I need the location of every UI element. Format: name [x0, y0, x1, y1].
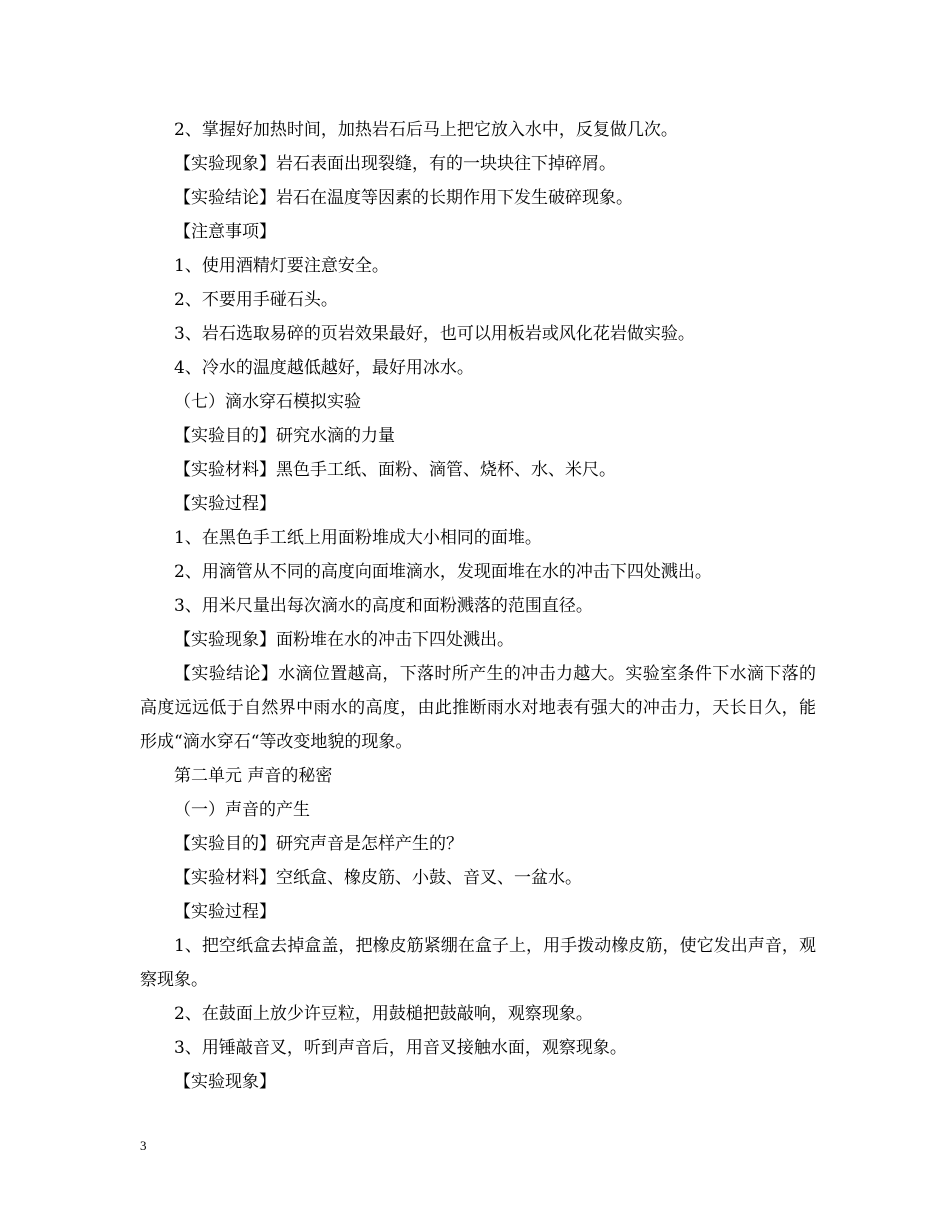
paragraph: 【实验材料】黑色手工纸、面粉、滴管、烧杯、水、米尺。 — [174, 460, 616, 480]
paragraph: 【实验目的】研究声音是怎样产生的？ — [174, 834, 463, 854]
paragraph: 【实验结论】水滴位置越高，下落时所产生的冲击力越大。实验室条件下水滴下落的高度远远低于自然界中雨水的高度，由此推断雨水对地表有强大的冲击力，天长日久，能形成“滴水穿石“等改变地貌的现象。 — [140, 664, 816, 752]
paragraph: 2、在鼓面上放少许豆粒，用鼓槌把鼓敲响，观察现象。 — [174, 1004, 593, 1024]
document-body — [140, 113, 816, 1099]
paragraph: 【实验材料】空纸盒、橡皮筋、小鼓、音叉、一盆水。 — [174, 868, 582, 888]
page-number: 3 — [140, 1138, 147, 1153]
unit-heading: 第二单元 声音的秘密 — [174, 766, 333, 786]
paragraph: 【实验现象】面粉堆在水的冲击下四处溅出。 — [174, 630, 514, 650]
paragraph: 1、使用酒精灯要注意安全。 — [174, 256, 389, 276]
paragraph: 【实验现象】 — [174, 1072, 276, 1092]
paragraph: 【注意事项】 — [174, 222, 276, 242]
paragraph: 3、岩石选取易碎的页岩效果最好，也可以用板岩或风化花岩做实验。 — [174, 324, 695, 344]
paragraph: 【实验目的】研究水滴的力量 — [174, 426, 395, 446]
paragraph: 【实验结论】岩石在温度等因素的长期作用下发生破碎现象。 — [174, 188, 633, 208]
paragraph: 3、用锤敲音叉，听到声音后，用音叉接触水面，观察现象。 — [174, 1038, 627, 1058]
paragraph: 【实验过程】 — [174, 494, 276, 514]
paragraph: 2、掌握好加热时间，加热岩石后马上把它放入水中，反复做几次。 — [174, 120, 678, 140]
paragraph: 1、在黑色手工纸上用面粉堆成大小相同的面堆。 — [174, 528, 542, 548]
paragraph: 3、用米尺量出每次滴水的高度和面粉溅落的范围直径。 — [174, 596, 593, 616]
paragraph: 4、冷水的温度越低越好，最好用冰水。 — [174, 358, 474, 378]
section-heading: （七）滴水穿石模拟实验 — [174, 392, 361, 412]
paragraph: 2、不要用手碰石头。 — [174, 290, 338, 310]
paragraph: 【实验过程】 — [174, 902, 276, 922]
paragraph: 【实验现象】岩石表面出现裂缝，有的一块块往下掉碎屑。 — [174, 154, 616, 174]
paragraph: 2、用滴管从不同的高度向面堆滴水，发现面堆在水的冲击下四处溅出。 — [174, 562, 712, 582]
paragraph: 1、把空纸盒去掉盒盖，把橡皮筋紧绷在盒子上，用手拨动橡皮筋，使它发出声音，观察现象。 — [140, 936, 816, 990]
section-heading: （一）声音的产生 — [174, 800, 310, 820]
